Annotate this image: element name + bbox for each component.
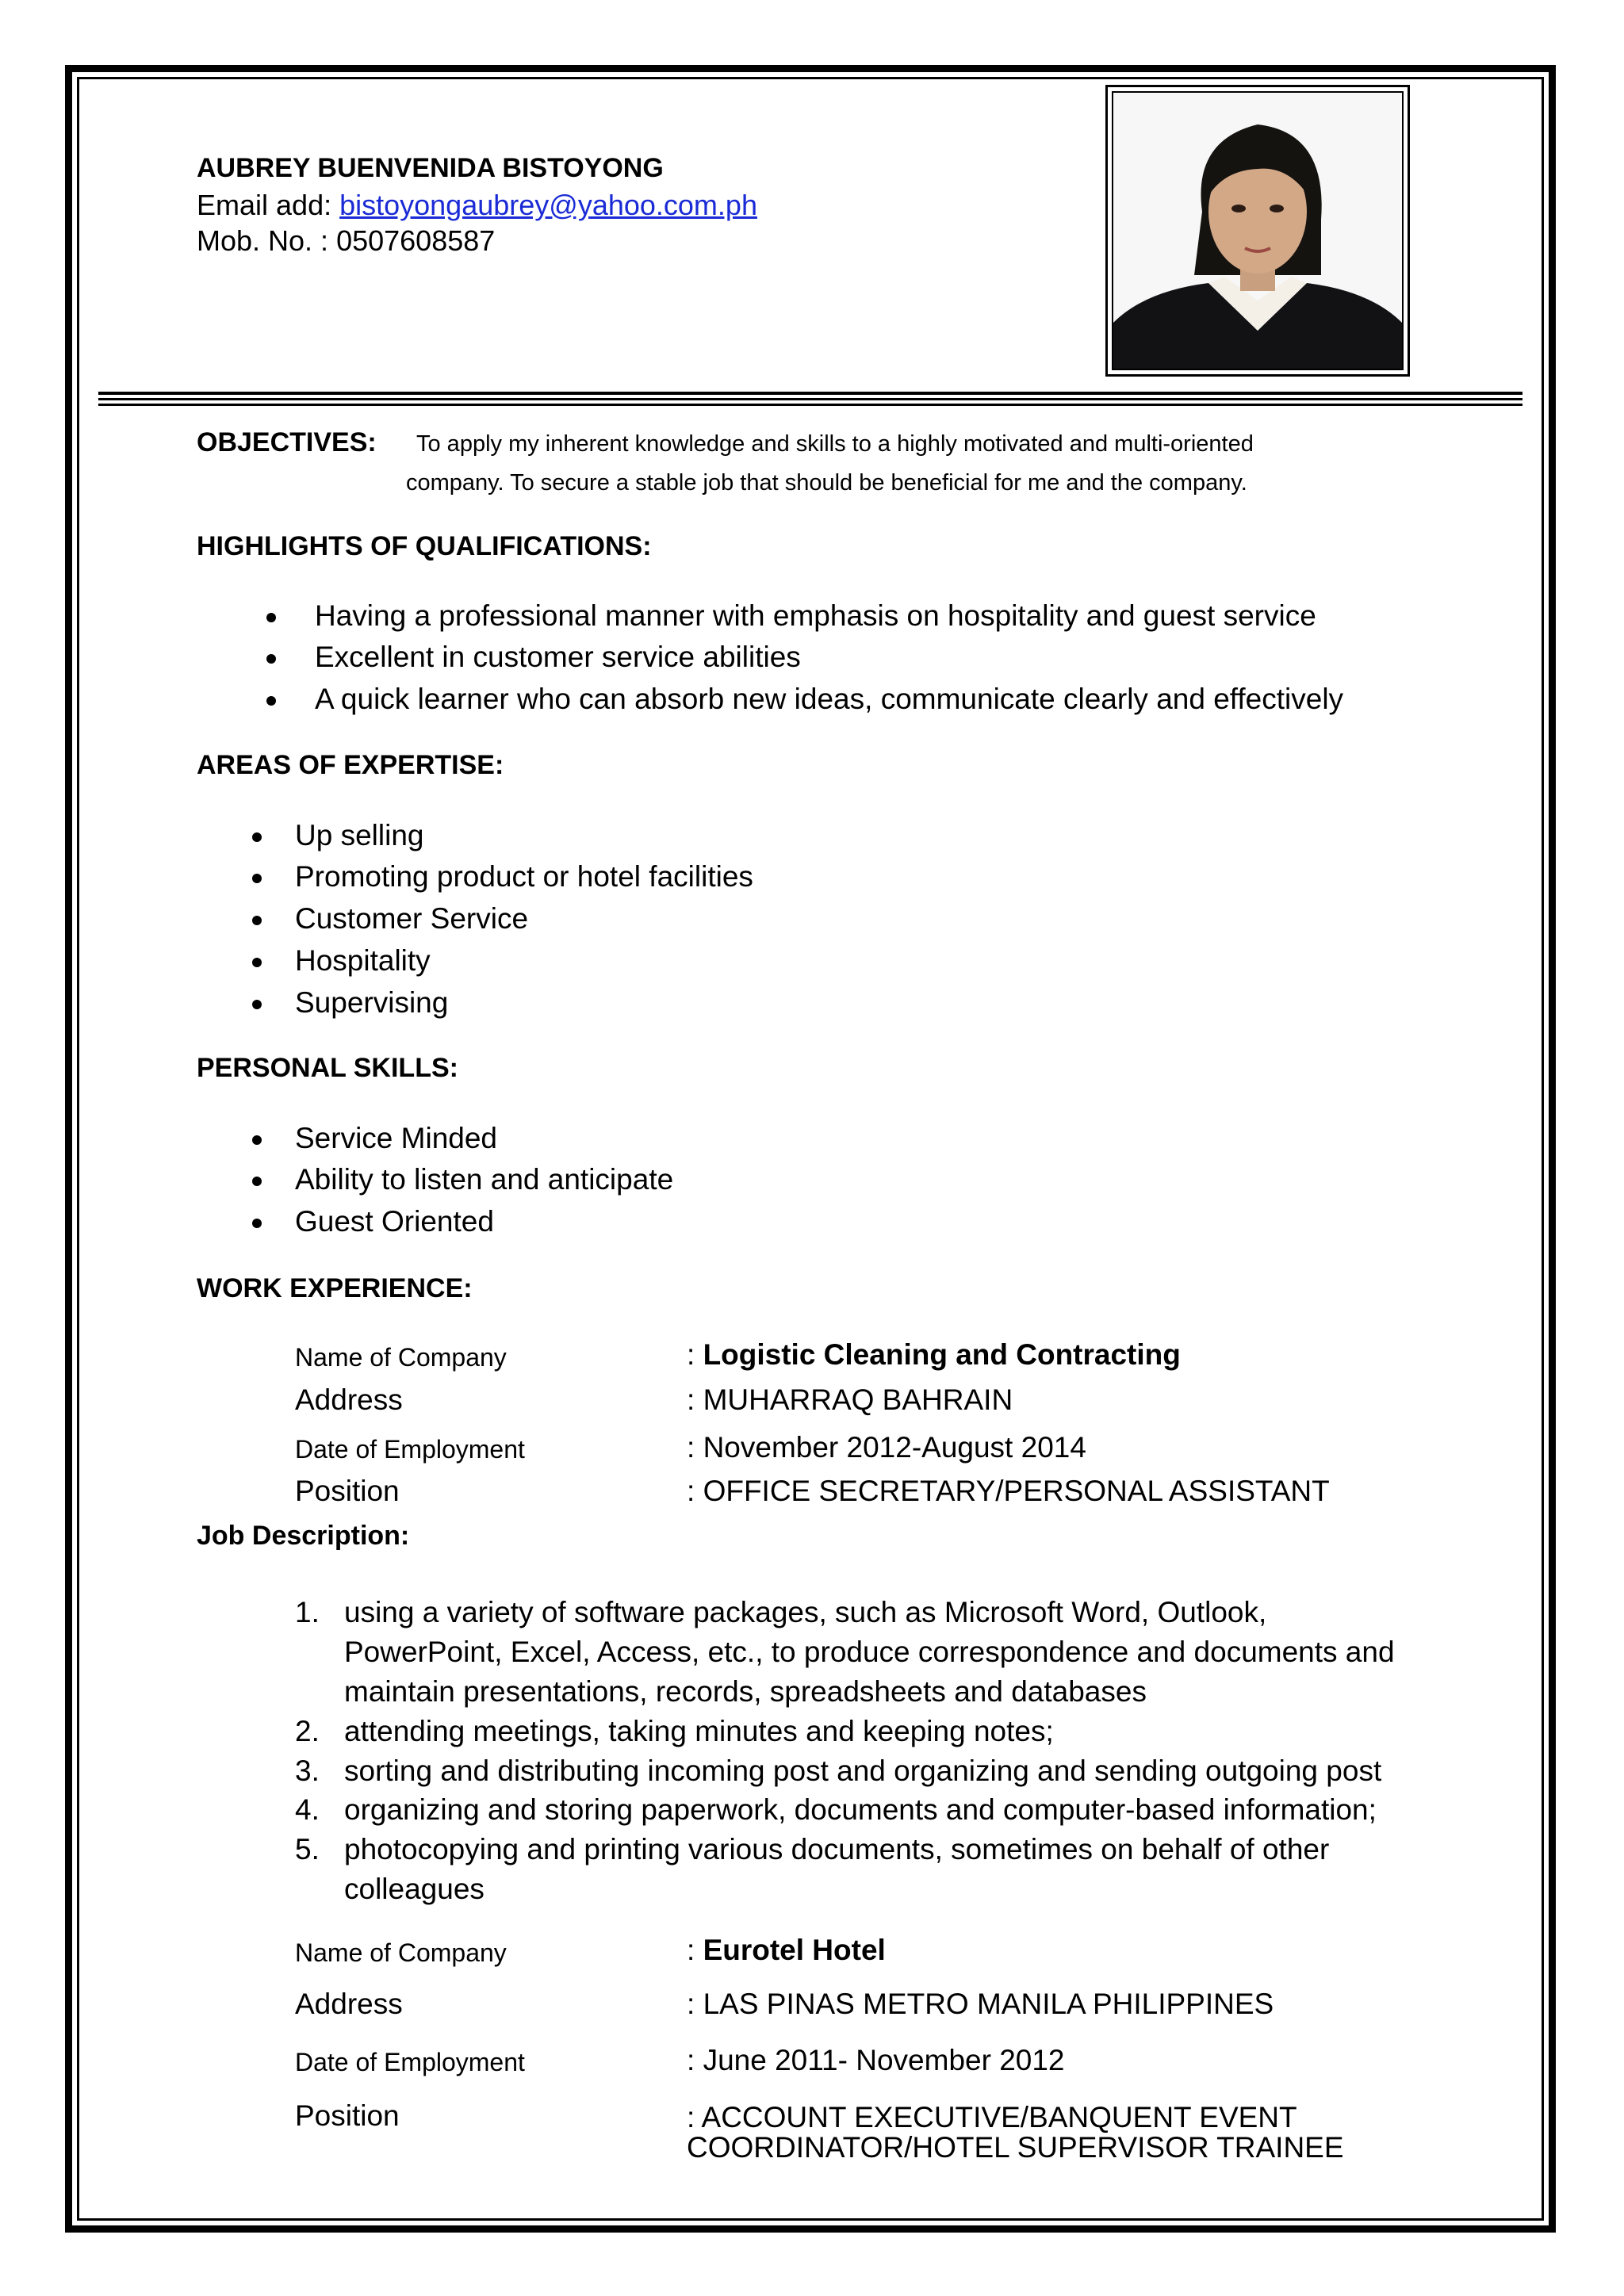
header-divider-bottom — [98, 404, 1522, 406]
address-label: Address — [295, 1383, 403, 1416]
duty-number: 3. — [295, 1755, 320, 1787]
bullet-icon — [252, 916, 262, 925]
position-label: Position — [295, 2099, 400, 2132]
bullet-icon — [266, 654, 276, 664]
company-label: Name of Company — [295, 1938, 507, 1967]
highlight-item: A quick learner who can absorb new ideas, communicate clearly and effectively — [315, 683, 1344, 715]
bullet-icon — [252, 874, 262, 883]
duty-text: maintain presentations, records, spreadsheets and databases — [344, 1675, 1147, 1708]
header-divider-top — [98, 392, 1522, 395]
skill-item: Service Minded — [295, 1122, 498, 1154]
email-link[interactable]: bistoyongaubrey@yahoo.com.ph — [339, 189, 757, 221]
date-value: : June 2011- November 2012 — [687, 2044, 1065, 2076]
bullet-icon — [252, 958, 262, 967]
address-value: : LAS PINAS METRO MANILA PHILIPPINES — [687, 1988, 1274, 2020]
mobile-number: Mob. No. : 0507608587 — [197, 224, 496, 257]
date-value: : November 2012-August 2014 — [687, 1431, 1086, 1464]
expertise-item: Supervising — [295, 986, 449, 1019]
header-divider-mid — [98, 398, 1522, 400]
applicant-name: AUBREY BUENVENIDA BISTOYONG — [197, 153, 664, 183]
job-description-heading: Job Description: — [197, 1521, 410, 1551]
duty-number: 4. — [295, 1793, 320, 1826]
skill-item: Guest Oriented — [295, 1205, 494, 1238]
duty-text: photocopying and printing various documents, sometimes on behalf of other — [344, 1833, 1330, 1866]
skills-heading: PERSONAL SKILLS: — [197, 1053, 458, 1083]
highlights-heading: HIGHLIGHTS OF QUALIFICATIONS: — [197, 531, 652, 561]
address-value: : MUHARRAQ BAHRAIN — [687, 1383, 1013, 1416]
expertise-item: Promoting product or hotel facilities — [295, 860, 753, 893]
bullet-icon — [252, 1177, 262, 1186]
bullet-icon — [252, 832, 262, 842]
objectives-heading: OBJECTIVES: — [197, 427, 377, 457]
duty-number: 2. — [295, 1715, 320, 1747]
company-value: : Logistic Cleaning and Contracting — [687, 1338, 1181, 1371]
bullet-icon — [252, 1219, 262, 1228]
duty-text: PowerPoint, Excel, Access, etc., to produce correspondence and documents and — [344, 1636, 1395, 1668]
bullet-icon — [252, 1135, 262, 1145]
highlight-item: Having a professional manner with emphasis on hospitality and guest service — [315, 599, 1316, 632]
duty-text: organizing and storing paperwork, documents and computer-based information; — [344, 1793, 1377, 1826]
date-label: Date of Employment — [295, 2048, 525, 2076]
highlight-item: Excellent in customer service abilities — [315, 641, 801, 673]
position-value-line1: : ACCOUNT EXECUTIVE/BANQUENT EVENT — [687, 2101, 1297, 2133]
bullet-icon — [266, 613, 276, 622]
expertise-item: Hospitality — [295, 944, 431, 977]
position-label: Position — [295, 1475, 400, 1507]
work-heading: WORK EXPERIENCE: — [197, 1273, 473, 1303]
position-value: : OFFICE SECRETARY/PERSONAL ASSISTANT — [687, 1475, 1330, 1507]
duty-text: sorting and distributing incoming post and organizing and sending outgoing post — [344, 1755, 1382, 1787]
duty-number: 1. — [295, 1596, 320, 1628]
duty-text: using a variety of software packages, such as Microsoft Word, Outlook, — [344, 1596, 1267, 1628]
address-label: Address — [295, 1988, 403, 2020]
expertise-item: Up selling — [295, 819, 424, 851]
skill-item: Ability to listen and anticipate — [295, 1163, 674, 1196]
company-label: Name of Company — [295, 1343, 507, 1372]
duty-text: colleagues — [344, 1873, 485, 1905]
email-label: Email add: — [197, 189, 340, 221]
objectives-text-line1: To apply my inherent knowledge and skills to a highly motivated and multi-oriented — [416, 431, 1254, 457]
duty-number: 5. — [295, 1833, 320, 1866]
position-value-line2: COORDINATOR/HOTEL SUPERVISOR TRAINEE — [687, 2131, 1344, 2164]
objectives-text-line2: company. To secure a stable job that should be beneficial for me and the company. — [406, 470, 1247, 496]
bullet-icon — [252, 1000, 262, 1009]
expertise-heading: AREAS OF EXPERTISE: — [197, 750, 504, 780]
date-label: Date of Employment — [295, 1435, 525, 1464]
email-line — [197, 189, 757, 222]
expertise-item: Customer Service — [295, 902, 529, 935]
applicant-photo — [1112, 91, 1404, 370]
duty-text: attending meetings, taking minutes and keeping notes; — [344, 1715, 1054, 1747]
bullet-icon — [266, 696, 276, 706]
company-value: : Eurotel Hotel — [687, 1934, 886, 1966]
